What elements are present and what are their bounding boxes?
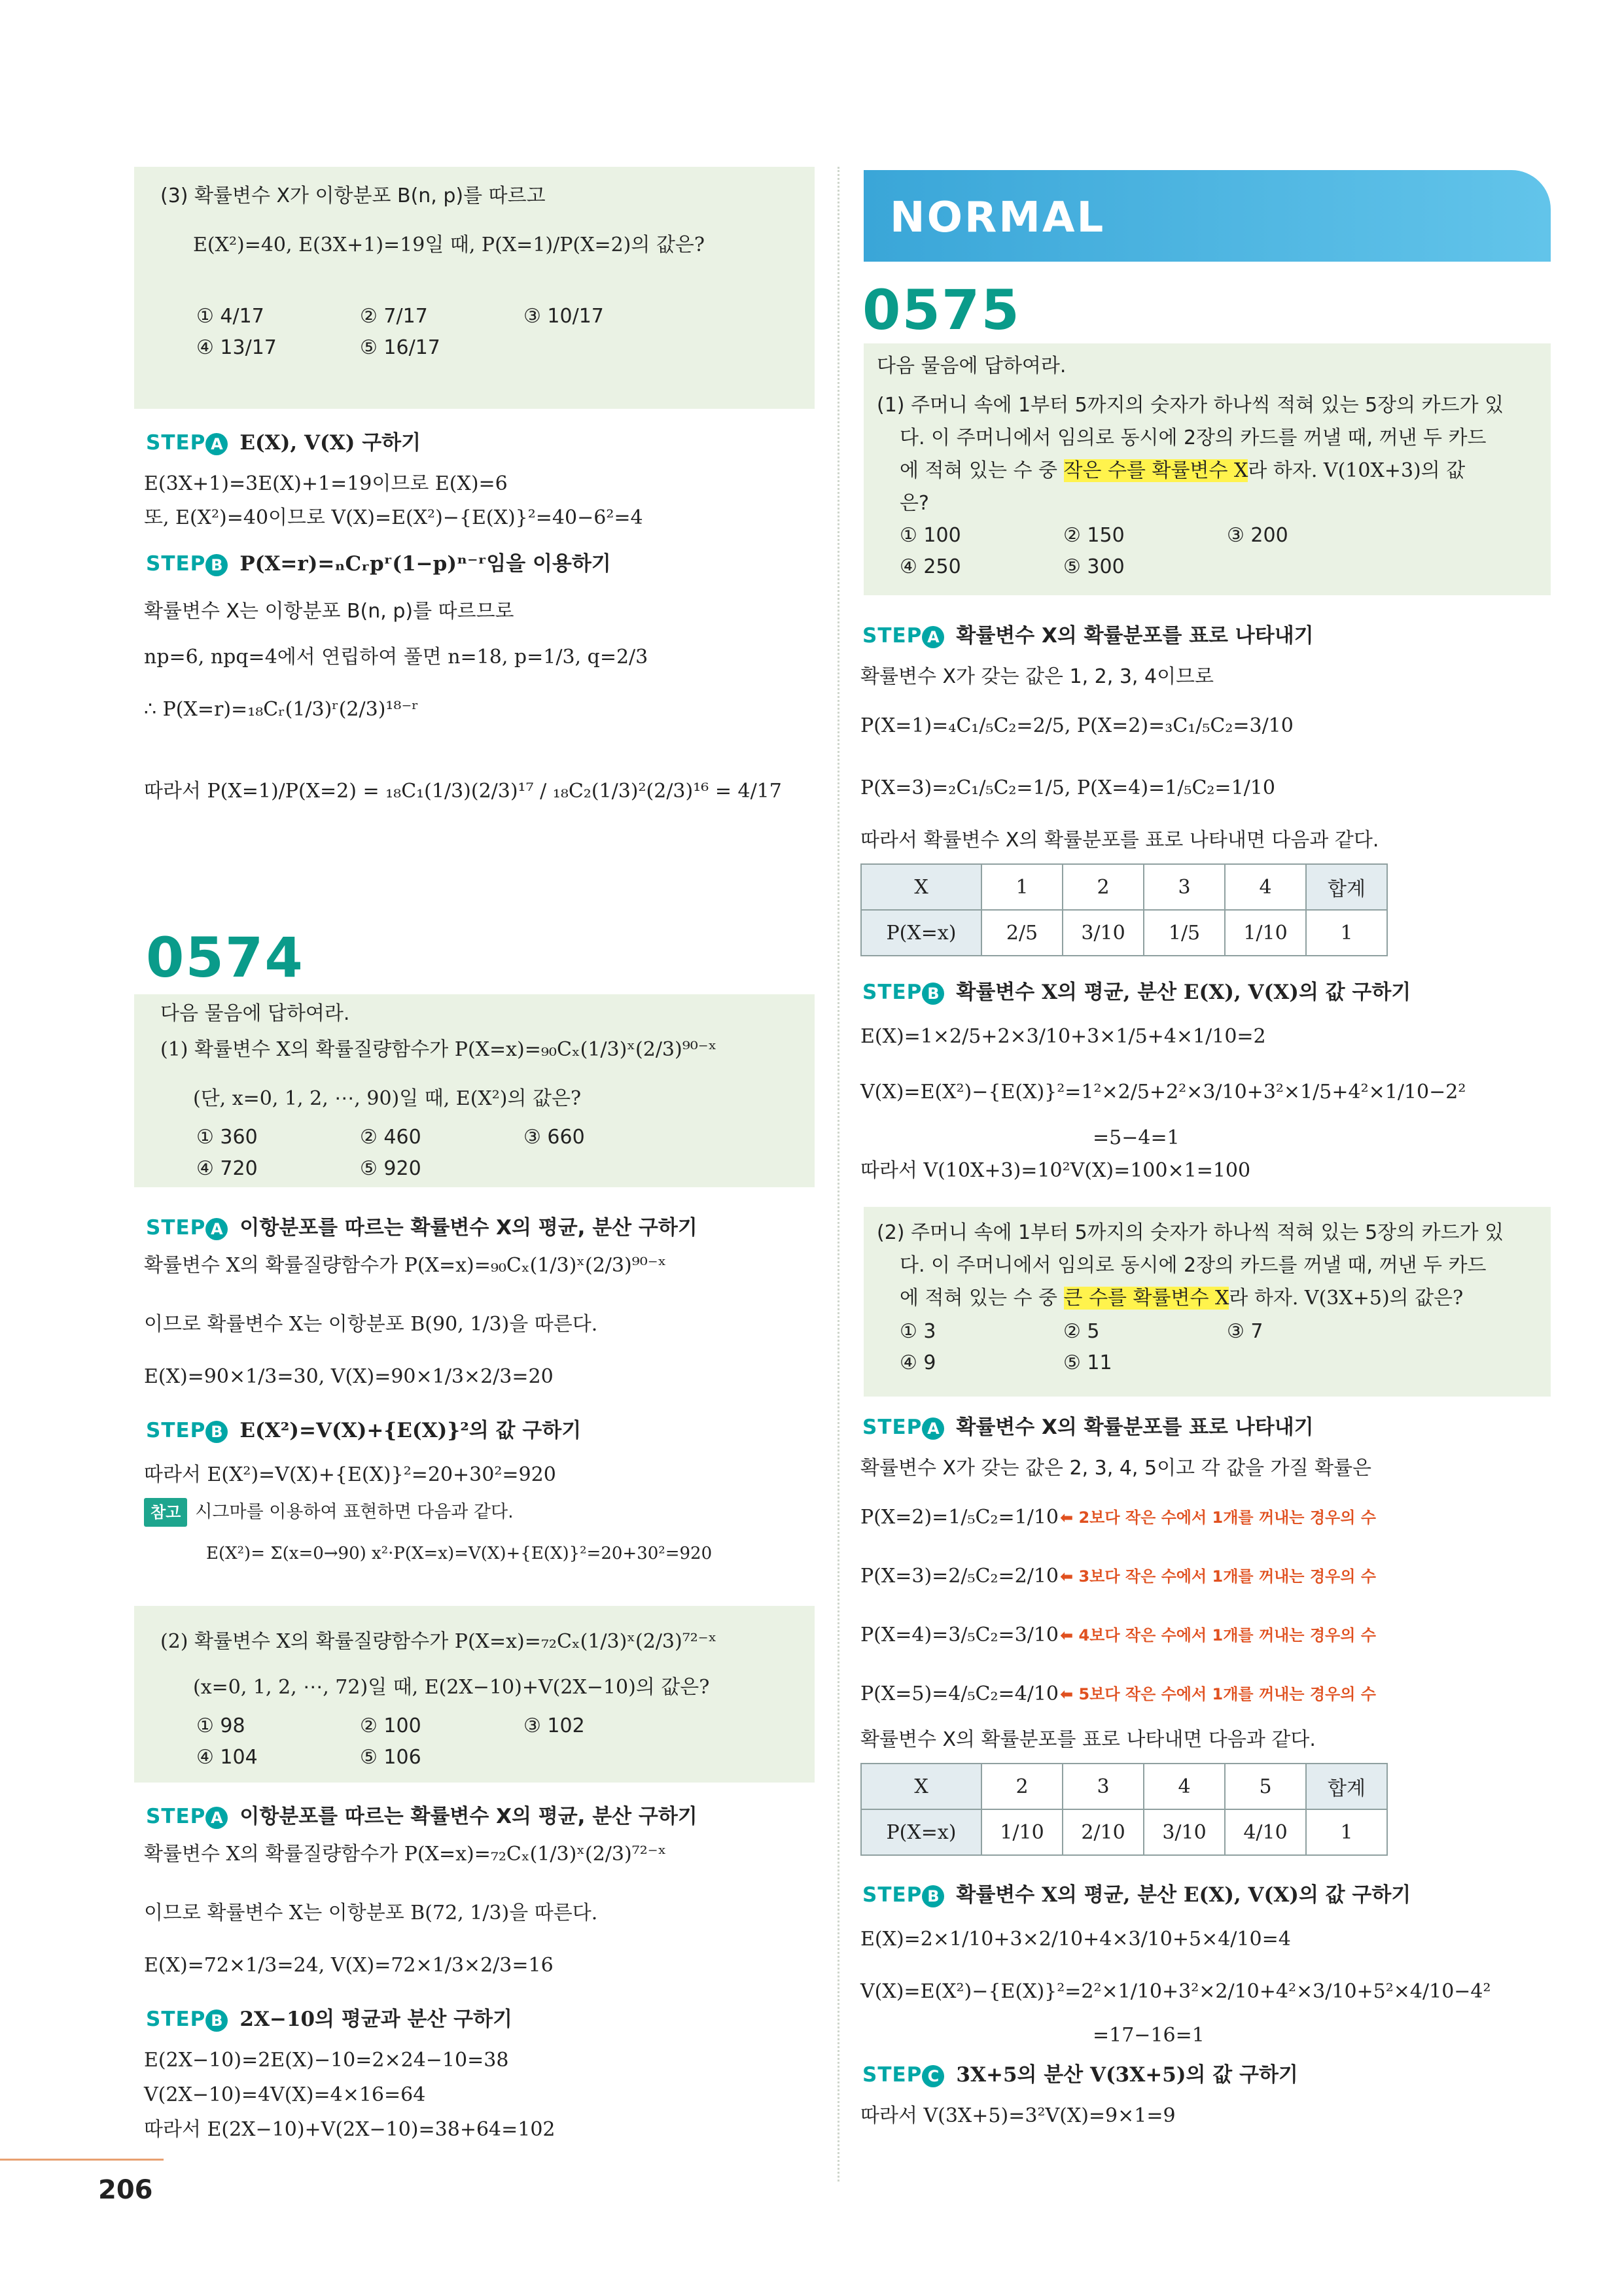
problem-575-1-line3 [900, 458, 1465, 484]
prob-note: ⬅ 3보다 작은 수에서 1개를 꺼내는 경우의 수 [1060, 1567, 1376, 1586]
option-2[interactable]: ② 100 [360, 1714, 421, 1737]
highlighted-text: 작은 수를 확률변수 X [1063, 459, 1248, 482]
table-row [861, 910, 1387, 956]
step-label: STEP [146, 1419, 206, 1442]
text-segment: 에 적혀 있는 수 중 [900, 1287, 1064, 1310]
step-b-line: 따라서 E(2X−10)+V(2X−10)=38+64=102 [144, 2118, 556, 2141]
text-segment: 에 적혀 있는 수 중 [900, 459, 1064, 482]
option-4[interactable]: ④ 104 [196, 1746, 258, 1769]
table-cell: 3 [1063, 1764, 1144, 1809]
option-3[interactable]: ③ 200 [1227, 524, 1288, 547]
prob-eq: P(X=5)=4/₅C₂=4/10 [860, 1682, 1059, 1705]
problem-575-2-line1: (2) 주머니 속에 1부터 5까지의 숫자가 하나씩 적혀 있는 5장의 카드가 있 [877, 1221, 1504, 1244]
step-b-line: 따라서 V(10X+3)=10²V(X)=100×1=100 [860, 1159, 1251, 1182]
step-label: STEP [862, 981, 923, 1004]
normal-banner [864, 170, 1551, 262]
step-badge: B [922, 1885, 944, 1907]
column-divider [838, 167, 839, 2182]
problem-574-1-line1: (1) 확률변수 X의 확률질량함수가 P(X=x)=₉₀Cₓ(1/3)ˣ(2/3)⁹⁰⁻ˣ [160, 1038, 717, 1061]
problem-573-3-options [196, 301, 687, 364]
prob-note: ⬅ 2보다 작은 수에서 1개를 꺼내는 경우의 수 [1060, 1508, 1376, 1527]
problem-number-0575: 0575 [862, 278, 1021, 342]
table-cell: P(X=x) [861, 1809, 981, 1855]
step-b-line: E(X)=1×2/5+2×3/10+3×1/5+4×1/10=2 [860, 1025, 1266, 1048]
option-1[interactable]: ① 98 [196, 1714, 245, 1737]
step-b-heading [862, 1881, 1411, 1909]
problem-574-2-line1: (2) 확률변수 X의 확률질량함수가 P(X=x)=₇₂Cₓ(1/3)ˣ(2/3)⁷²⁻ˣ [160, 1630, 717, 1653]
step-b-line: ∴ P(X=r)=₁₈Cᵣ(1/3)ʳ(2/3)¹⁸⁻ʳ [144, 698, 419, 721]
step-badge: A [205, 1218, 228, 1240]
table-row [861, 1809, 1387, 1855]
option-1[interactable]: ① 4/17 [196, 305, 264, 328]
step-b-line: V(X)=E(X²)−{E(X)}²=1²×2/5+2²×3/10+3²×1/5+4²×1/10−2² [860, 1081, 1466, 1104]
table-cell: 합계 [1306, 864, 1387, 910]
option-1[interactable]: ① 3 [900, 1320, 936, 1343]
table-cell: 4/10 [1225, 1809, 1306, 1855]
step-b-line: 따라서 E(X²)=V(X)+{E(X)}²=20+30²=920 [144, 1463, 556, 1486]
table-cell: 1/10 [1225, 910, 1306, 956]
table-cell: X [861, 864, 981, 910]
step-b-line: =17−16=1 [1093, 2024, 1205, 2047]
step-a-line: E(X)=72×1/3=24, V(X)=72×1/3×2/3=16 [144, 1954, 554, 1977]
problem-number-0574: 0574 [146, 926, 304, 990]
step-b-line: V(2X−10)=4V(X)=4×16=64 [144, 2083, 426, 2106]
step-b-line: E(2X−10)=2E(X)−10=2×24−10=38 [144, 2049, 509, 2072]
step-label: STEP [146, 1216, 206, 1240]
problem-575-2-options [900, 1316, 1390, 1379]
step-label: STEP [146, 431, 206, 455]
text-segment: 라 하자. V(10X+3)의 값 [1248, 459, 1466, 482]
option-3[interactable]: ③ 660 [523, 1126, 585, 1149]
prob-eq: P(X=3)=2/₅C₂=2/10 [860, 1565, 1059, 1588]
problem-575-2-line3 [900, 1285, 1463, 1312]
problem-575-2-line2: 다. 이 주머니에서 임의로 동시에 2장의 카드를 꺼낼 때, 꺼낸 두 카드 [900, 1254, 1487, 1277]
table-cell: 3/10 [1144, 1809, 1225, 1855]
prob-eq: P(X=4)=3/₅C₂=3/10 [860, 1624, 1059, 1646]
step-title: E(X²)=V(X)+{E(X)}²의 값 구하기 [239, 1419, 582, 1442]
table-cell: 1 [1306, 1809, 1387, 1855]
step-a-heading [146, 1213, 697, 1242]
step-label: STEP [146, 2008, 206, 2031]
step-b-heading [146, 1416, 581, 1445]
step-a-heading [862, 621, 1314, 650]
option-3[interactable]: ③ 10/17 [523, 305, 604, 328]
problem-575-1-line4: 은? [900, 492, 929, 515]
option-5[interactable]: ⑤ 16/17 [360, 336, 440, 359]
table-cell: 2 [1063, 864, 1144, 910]
table-cell: 1/10 [981, 1809, 1063, 1855]
step-a-line: P(X=3)=₂C₁/₅C₂=1/5, P(X=4)=1/₅C₂=1/10 [860, 776, 1275, 799]
chamgo-text: 시그마를 이용하여 표현하면 다음과 같다. [195, 1502, 514, 1522]
step-title: 3X+5의 분산 V(3X+5)의 값 구하기 [956, 2063, 1298, 2087]
option-3[interactable]: ③ 7 [1227, 1320, 1263, 1343]
prob-eq: P(X=2)=1/₅C₂=1/10 [860, 1506, 1059, 1529]
option-5[interactable]: ⑤ 300 [1063, 555, 1125, 578]
problem-574-2-options [196, 1711, 687, 1773]
step-title: 확률변수 X의 평균, 분산 E(X), V(X)의 값 구하기 [956, 981, 1411, 1004]
table-intro: 확률변수 X의 확률분포를 표로 나타내면 다음과 같다. [860, 1728, 1316, 1751]
chamgo-note [144, 1498, 514, 1527]
step-b-heading [146, 2005, 512, 2034]
chamgo-formula: E(X²)= Σ(x=0→90) x²·P(X=x)=V(X)+{E(X)}²=20+30²=920 [206, 1544, 713, 1563]
step-badge: A [205, 1807, 228, 1829]
step-title: E(X), V(X) 구하기 [239, 431, 421, 455]
step-b-line: =5−4=1 [1093, 1126, 1180, 1149]
step-b-heading [146, 549, 611, 578]
table-cell: 1 [1306, 910, 1387, 956]
table-cell: 4 [1225, 864, 1306, 910]
step-b-heading [862, 978, 1411, 1007]
step-title: 이항분포를 따르는 확률변수 X의 평균, 분산 구하기 [239, 1216, 697, 1240]
step-b-line: E(X)=2×1/10+3×2/10+4×3/10+5×4/10=4 [860, 1928, 1291, 1951]
option-5[interactable]: ⑤ 920 [360, 1157, 421, 1180]
option-1[interactable]: ① 360 [196, 1126, 258, 1149]
distribution-table-2 [860, 1763, 1388, 1856]
problem-574-2-line2: (x=0, 1, 2, ⋯, 72)일 때, E(2X−10)+V(2X−10)의 값은? [193, 1676, 710, 1699]
step-a-line: 따라서 확률변수 X의 확률분포를 표로 나타내면 다음과 같다. [860, 829, 1379, 852]
step-title: 확률변수 X의 확률분포를 표로 나타내기 [956, 624, 1314, 648]
highlighted-text: 큰 수를 확률변수 X [1063, 1287, 1229, 1310]
option-2[interactable]: ② 150 [1063, 524, 1125, 547]
option-2[interactable]: ② 5 [1063, 1320, 1100, 1343]
step-badge: B [205, 1421, 228, 1443]
chamgo-badge: 참고 [144, 1498, 187, 1527]
problem-573-3-line2: E(X²)=40, E(3X+1)=19일 때, P(X=1)/P(X=2)의 값은? [193, 234, 705, 256]
table-header-row [861, 1764, 1387, 1809]
step-b-line: 따라서 P(X=1)/P(X=2) = ₁₈C₁(1/3)(2/3)¹⁷ / ₁₈C₂(1/3)²(2/3)¹⁶ = 4/17 [144, 780, 782, 803]
step-label: STEP [146, 552, 206, 576]
option-3[interactable]: ③ 102 [523, 1714, 585, 1737]
step-title: 2X−10의 평균과 분산 구하기 [239, 2008, 513, 2031]
step-a-line: P(X=1)=₄C₁/₅C₂=2/5, P(X=2)=₃C₁/₅C₂=3/10 [860, 714, 1294, 737]
step-title: 이항분포를 따르는 확률변수 X의 평균, 분산 구하기 [239, 1805, 697, 1828]
problem-575-1-options [900, 520, 1390, 583]
problem-575-intro: 다음 물음에 답하여라. [877, 355, 1067, 377]
step-label: STEP [862, 2063, 923, 2087]
step-title: P(X=r)=ₙCᵣpʳ(1−p)ⁿ⁻ʳ임을 이용하기 [239, 552, 611, 576]
step-a-heading [862, 1413, 1314, 1442]
option-2[interactable]: ② 460 [360, 1126, 421, 1149]
option-2[interactable]: ② 7/17 [360, 305, 428, 328]
table-cell: 1 [981, 864, 1063, 910]
step-b-line: np=6, npq=4에서 연립하여 풀면 n=18, p=1/3, q=2/3 [144, 646, 648, 669]
step-b-line: 확률변수 X는 이항분포 B(n, p)를 따르므로 [144, 600, 514, 623]
step-badge: B [205, 554, 228, 576]
step-a-line: E(3X+1)=3E(X)+1=19이므로 E(X)=6 [144, 472, 508, 495]
page-number-rule [0, 2159, 164, 2161]
table-cell: 4 [1144, 1764, 1225, 1809]
step-c-heading [862, 2061, 1298, 2089]
table-cell: 3 [1144, 864, 1225, 910]
option-1[interactable]: ① 100 [900, 524, 961, 547]
step-a-line: 확률변수 X의 확률질량함수가 P(X=x)=₉₀Cₓ(1/3)ˣ(2/3)⁹⁰⁻ˣ [144, 1254, 667, 1277]
step-badge: A [922, 1418, 944, 1440]
problem-574-1-options [196, 1122, 687, 1185]
text-segment: 라 하자. V(3X+5)의 값은? [1229, 1287, 1464, 1310]
table-cell: 5 [1225, 1764, 1306, 1809]
step-a-heading [146, 1802, 697, 1831]
step-a-line: 또, E(X²)=40이므로 V(X)=E(X²)−{E(X)}²=40−6²=4 [144, 506, 643, 529]
step-a-line: 이므로 확률변수 X는 이항분포 B(72, 1/3)을 따른다. [144, 1902, 598, 1924]
step-title: 확률변수 X의 평균, 분산 E(X), V(X)의 값 구하기 [956, 1883, 1411, 1907]
option-5[interactable]: ⑤ 106 [360, 1746, 421, 1769]
step-title: 확률변수 X의 확률분포를 표로 나타내기 [956, 1416, 1314, 1439]
option-4[interactable]: ④ 13/17 [196, 336, 277, 359]
table-cell: 합계 [1306, 1764, 1387, 1809]
problem-574-1-line2: (단, x=0, 1, 2, ⋯, 90)일 때, E(X²)의 값은? [193, 1087, 582, 1110]
prob-note: ⬅ 5보다 작은 수에서 1개를 꺼내는 경우의 수 [1060, 1685, 1376, 1703]
step-a-line: E(X)=90×1/3=30, V(X)=90×1/3×2/3=20 [144, 1365, 554, 1388]
option-4[interactable]: ④ 9 [900, 1351, 936, 1374]
table-header-row [861, 864, 1387, 910]
banner-text: NORMAL [890, 194, 1106, 242]
page-number: 206 [98, 2175, 153, 2205]
table-cell: P(X=x) [861, 910, 981, 956]
step-badge: C [922, 2065, 944, 2087]
table-cell: X [861, 1764, 981, 1809]
table-cell: 1/5 [1144, 910, 1225, 956]
step-label: STEP [862, 1416, 923, 1439]
step-badge: A [205, 433, 228, 455]
option-4[interactable]: ④ 250 [900, 555, 961, 578]
table-cell: 2 [981, 1764, 1063, 1809]
step-a-line: 확률변수 X의 확률질량함수가 P(X=x)=₇₂Cₓ(1/3)ˣ(2/3)⁷²⁻ˣ [144, 1843, 667, 1866]
step-label: STEP [146, 1805, 206, 1828]
option-5[interactable]: ⑤ 11 [1063, 1351, 1112, 1374]
table-cell: 2/10 [1063, 1809, 1144, 1855]
table-cell: 2/5 [981, 910, 1063, 956]
table-cell: 3/10 [1063, 910, 1144, 956]
step-a-heading [146, 428, 421, 457]
step-a-line: 이므로 확률변수 X는 이항분포 B(90, 1/3)을 따른다. [144, 1313, 598, 1336]
step-label: STEP [862, 1883, 923, 1907]
step-badge: B [205, 2009, 228, 2032]
step-a-line: 확률변수 X가 갖는 값은 1, 2, 3, 4이므로 [860, 665, 1214, 688]
step-a-line: 확률변수 X가 갖는 값은 2, 3, 4, 5이고 각 값을 가질 확률은 [860, 1457, 1372, 1480]
problem-574-intro: 다음 물음에 답하여라. [160, 1002, 350, 1025]
step-c-line: 따라서 V(3X+5)=3²V(X)=9×1=9 [860, 2104, 1176, 2127]
step-badge: B [922, 983, 944, 1005]
step-badge: A [922, 626, 944, 648]
distribution-table-1 [860, 863, 1388, 956]
problem-575-1-line1: (1) 주머니 속에 1부터 5까지의 숫자가 하나씩 적혀 있는 5장의 카드가 있 [877, 394, 1504, 417]
step-label: STEP [862, 624, 923, 648]
step-b-line: V(X)=E(X²)−{E(X)}²=2²×1/10+3²×2/10+4²×3/10+5²×4/10−4² [860, 1980, 1491, 2003]
option-4[interactable]: ④ 720 [196, 1157, 258, 1180]
prob-note: ⬅ 4보다 작은 수에서 1개를 꺼내는 경우의 수 [1060, 1626, 1376, 1644]
problem-575-1-line2: 다. 이 주머니에서 임의로 동시에 2장의 카드를 꺼낼 때, 꺼낸 두 카드 [900, 426, 1487, 449]
problem-573-3-line1: (3) 확률변수 X가 이항분포 B(n, p)를 따르고 [160, 184, 546, 207]
